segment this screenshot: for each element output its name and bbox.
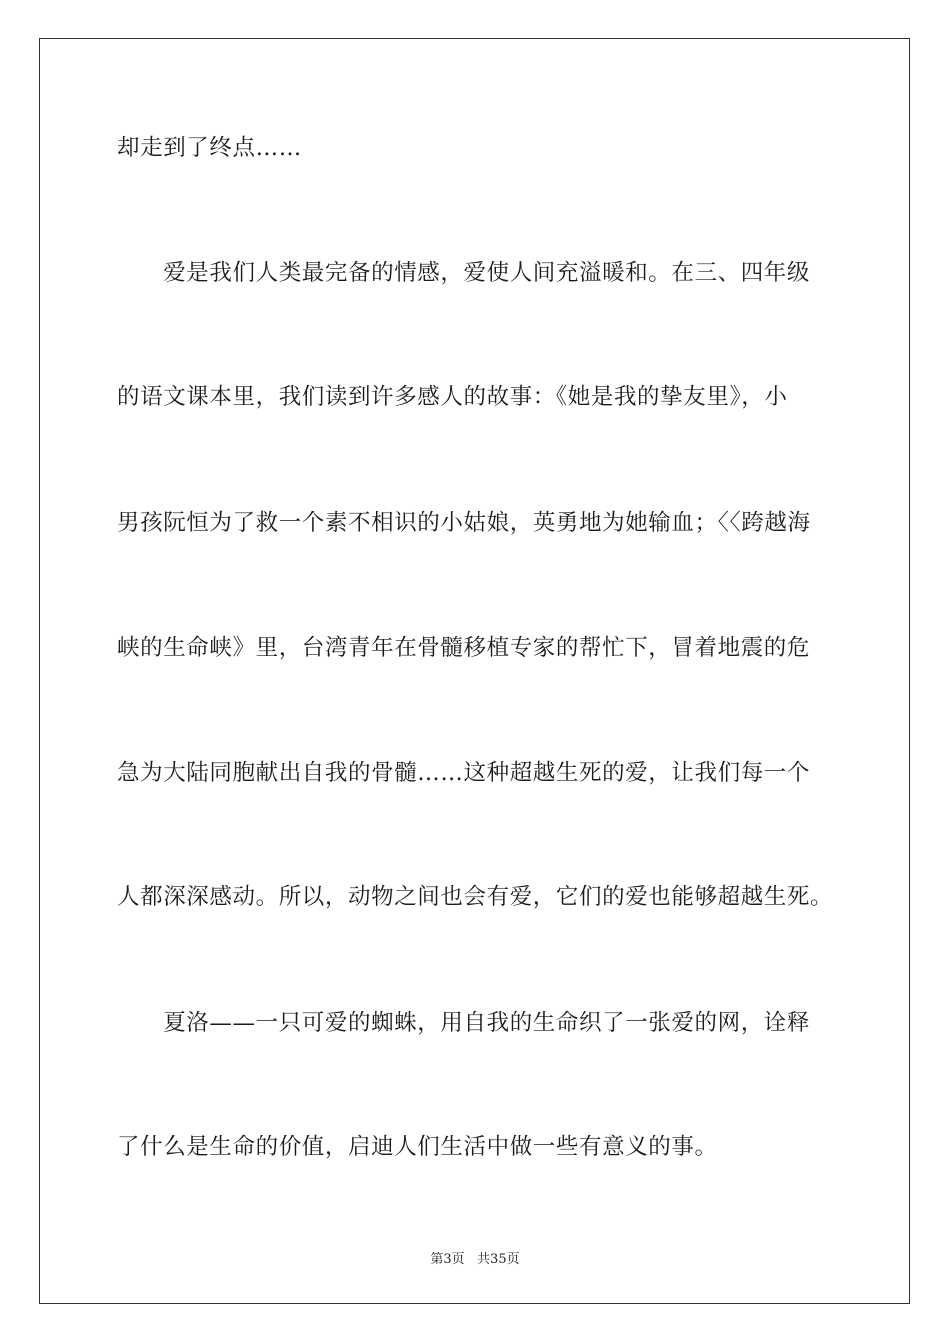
text-line-7: 人都深深感动。所以，动物之间也会有爱，它们的爱也能够超越生死。: [117, 884, 834, 910]
page-number-footer: 第3页 共35页: [430, 1252, 520, 1267]
text-line-9: 了什么是生命的价值，启迪人们生活中做一些有意义的事。: [117, 1134, 718, 1160]
text-line-2: 爱是我们人类最完备的情感，爱使人间充溢暖和。在三、四年级: [117, 260, 811, 286]
page-border: [39, 38, 910, 1304]
text-line-5: 峡的生命峡》里，台湾青年在骨髓移植专家的帮忙下，冒着地震的危: [117, 635, 811, 661]
text-line-1: 却走到了终点……: [117, 135, 302, 161]
text-line-3: 的语文课本里，我们读到许多感人的故事：《她是我的挚友里》，小: [117, 384, 788, 410]
text-line-4: 男孩阮恒为了救一个素不相识的小姑娘，英勇地为她输血；〈〈跨越海: [117, 510, 811, 536]
text-line-8: 夏洛——一只可爱的蜘蛛，用自我的生命织了一张爱的网，诠释: [117, 1010, 811, 1036]
text-line-6: 急为大陆同胞献出自我的骨髓……这种超越生死的爱，让我们每一个: [117, 760, 811, 786]
